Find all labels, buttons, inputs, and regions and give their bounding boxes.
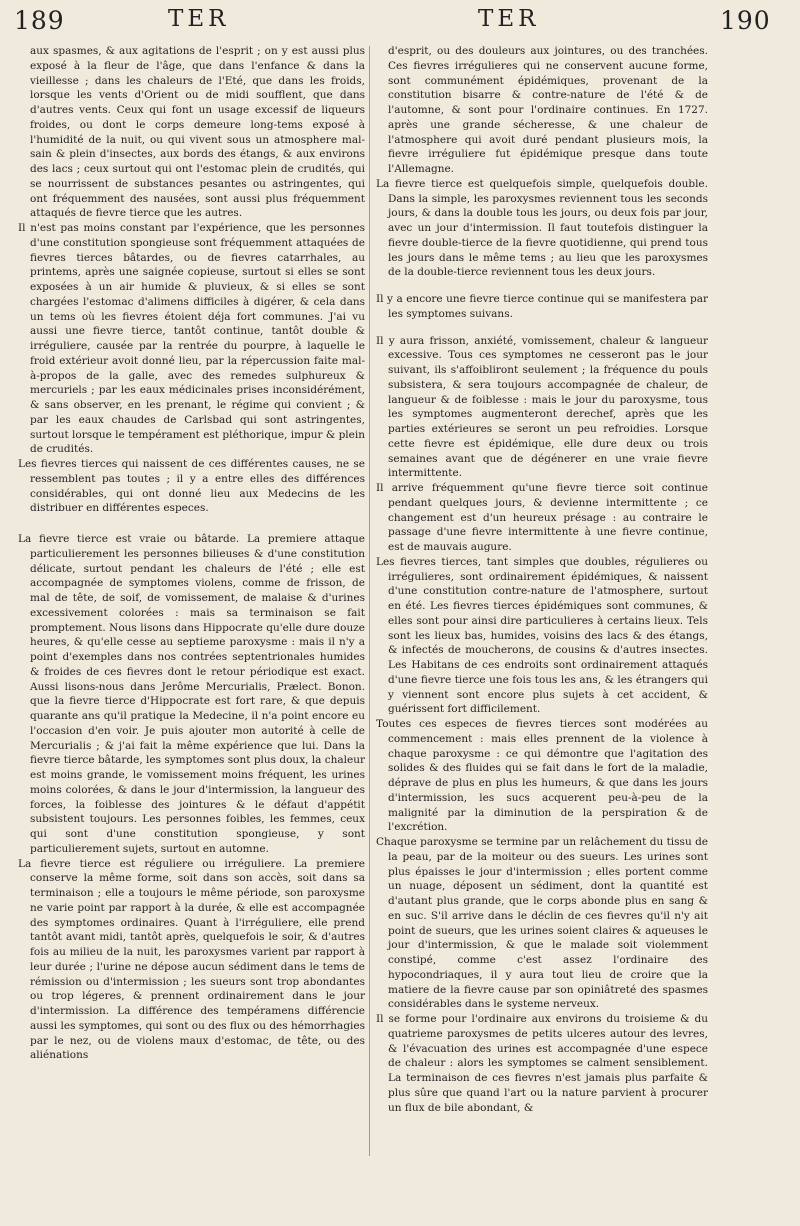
right-column (376, 44, 708, 1216)
paragraph: Les fievres tierces, tant simples que doubles, régulieres ou irrégulieres, sont ordinairement épidémiques, & naissent d'une constitution contre-nature de l'atmosphere, surtout en été. Les fievres tierces épidémiques sont communes, & elles sont pour ainsi dire particulieres à certains lieux. Tels sont les lieux bas, humides, voisins des lacs & des étangs, & infectés de moucherons, de cousins & d'autres insectes. Les Habitans de ces endroits sont ordinairement attaqués d'une fievre tierce une fois tous les ans, & les étrangers qui y viennent sont encore plus sujets à cet accident, & guérissent fort difficilement. (376, 555, 708, 716)
paragraph: Toutes ces especes de fievres tierces sont modérées au commencement : mais elles prennent de la violence à chaque paroxysme : ce qui démontre que l'agitation des solides & des fluides qui se fait dans le fort de la maladie, déprave de plus en plus les humeurs, & que dans les jours d'intermission, les sucs acquerent peu-à-peu de la malignité par la diminution de la perspiration & de l'excrétion. (376, 718, 708, 834)
paragraph: La fievre tierce est réguliere ou irréguliere. La premiere conserve la même forme, soit dans son accès, soit dans sa terminaison ; elle a toujours le même période, son paroxysme ne varie point par rapport à la durée, & elle est accompagnée des symptomes ordinaires. Quant à l'irréguliere, elle prend tantôt avant midi, tantôt après, quelquefois le soir, & d'autres fois au milieu de la nuit, les paroxysmes varient par rapport à leur durée ; l'urine ne dépose aucun sédiment dans le tems de rémission ou d'intermission ; les sueurs sont trop abondantes ou trop légeres, & prennent ordinairement dans le jour d'intermission. La différence des tempéramens différencie aussi les symptomes, qui sont ou des flux ou des hémorrhagies par le nez, ou de violens maux d'estomac, de tête, ou des aliénations (18, 857, 365, 1062)
paragraph: Il y aura frisson, anxiété, vomissement, chaleur & langueur excessive. Tous ces symptomes ne cesseront pas le jour suivant, ils s'affoibliront seulement ; la fréquence du pouls subsistera, & sera toujours accompagnée de chaleur, de langueur & de foiblesse : mais le jour du paroxysme, tous les symptomes augmenteront derechef, après que les parties extérieures se seront un peu refroidies. Lorsque cette fievre est épidémique, elle dure deux ou trois semaines avant que de dégénerer en une vraie fievre intermittente. (376, 334, 708, 480)
running-head-right: TER (478, 6, 540, 32)
page-number-right: 190 (720, 6, 771, 35)
paragraph: Il y a encore une fievre tierce continue qui se manifestera par les symptomes suivans. (376, 293, 708, 320)
running-header (0, 6, 800, 40)
paragraph: Il n'est pas moins constant par l'expérience, que les personnes d'une constitution spongieuse sont fréquemment attaquées de fievres tierces bâtardes, ou de fievres catarrhales, au printems, après une saignée copieuse, surtout si elles se sont exposées à un air humide & pluvieux, & si elles se sont chargées l'estomac d'alimens difficiles à digérer, & cela dans un tems où les fievres étoient déja fort communes. J'ai vu aussi une fievre tierce, tantôt continue, tantôt double & irréguliere, causée par la rentrée du pourpre, à laquelle le froid extérieur avoit donné lieu, par la répercussion faite mal-à-propos de la galle, avec des remedes sulphureux & mercuriels ; par les eaux médicinales prises inconsidérément, & sans observer, en les prenant, le régime qui convient ; & par les eaux chaudes de Carlsbad qui sont astringentes, surtout lorsque le tempérament est pléthorique, impur & plein de crudités. (18, 222, 365, 456)
left-column (18, 44, 365, 1216)
paragraph: La fievre tierce est quelquefois simple, quelquefois double. Dans la simple, les paroxysmes reviennent tous les seconds jours, & dans la double tous les jours, ou deux fois par jour, avec un jour d'intermission. Il faut toutefois distinguer la fievre double-tierce de la fievre quotidienne, qui prend tous les jours dans le même tems ; au lieu que les paroxysmes de la double-tierce reviennent tous les deux jours. (376, 177, 708, 279)
running-head-left: TER (168, 6, 230, 32)
column-rule (369, 46, 370, 1156)
paragraph: Il se forme pour l'ordinaire aux environs du troisieme & du quatrieme paroxysmes de petits ulceres autour des levres, & l'évacuation des urines est accompagnée d'une espece de chaleur : alors les symptomes se calment sensiblement. La terminaison de ces fievres n'est jamais plus parfaite & plus sûre que quand l'art ou la nature parvient à procurer un flux de bile abondant, & (376, 1013, 708, 1114)
page-number-left: 189 (14, 6, 65, 35)
paragraph: d'esprit, ou des douleurs aux jointures, ou des tranchées. Ces fievres irrégulieres qui ne conservent aucune forme, sont communément épidémiques, provenant de la constitution bisarre & contre-nature de l'été & de l'automne, & sont pour l'ordinaire continues. En 1727. après une grande sécheresse, & une chaleur de l'atmosphere qui avoit duré pendant plusieurs mois, la fievre irréguliere fut épidémique presque dans toute l'Allemagne. (388, 45, 708, 175)
paragraph: aux spasmes, & aux agitations de l'esprit ; on y est aussi plus exposé à la fleur de l'âge, que dans l'enfance & dans la vieillesse ; dans les chaleurs de l'Eté, que dans les froids, lorsque les vents d'Orient ou de midi soufflent, que dans d'autres vents. Ceux qui font un usage excessif de liqueurs froides, ou dont le corps demeure long-tems exposé à l'humidité de la nuit, ou qui vivent sous un atmosphere mal-sain & plein d'insectes, aux bords des étangs, & aux environs des lacs ; ceux surtout qui ont l'estomac plein de crudités, qui se nourrissent de substances pesantes ou astringentes, qui ont fréquemment des nausées, sont aussi plus fréquemment attaqués de fievre tierce que les autres. (30, 45, 365, 220)
paragraph: Il arrive fréquemment qu'une fievre tierce soit continue pendant quelques jours, & devienne intermittente ; ce changement est d'un heureux présage : au contraire le passage d'une fievre intermittente à une fievre continue, est de mauvais augure. (376, 482, 708, 553)
paragraph: Les fievres tierces qui naissent de ces différentes causes, ne se ressemblent pas toutes ; il y a entre elles des différences considérables, qui ont donné lieu aux Medecins de les distribuer en différentes especes. (18, 458, 365, 515)
paragraph: Chaque paroxysme se termine par un relâchement du tissu de la peau, par de la moiteur ou des sueurs. Les urines sont plus épaisses le jour d'intermission ; elles portent comme un nuage, déposent un sédiment, dont la quantité est d'autant plus grande, que le corps abonde plus en sang & en suc. S'il arrive dans le déclin de ces fievres qu'il n'y ait point de sueurs, que les urines soient claires & aqueuses le jour d'intermission, & que le malade soit violemment constipé, comme c'est assez l'ordinaire des hypocondriaques, il y aura tout lieu de croire que la matiere de la fievre cause par son opiniâtreté des spasmes considérables dans le systeme nerveux. (376, 836, 708, 1011)
paragraph: La fievre tierce est vraie ou bâtarde. La premiere attaque particulierement les personnes bilieuses & d'une constitution délicate, surtout pendant les chaleurs de l'été ; elle est accompagnée de symptomes violens, comme de frisson, de mal de tête, de soif, de vomissement, de malaise & d'urines excessivement colorées : mais sa terminaison se fait promptement. Nous lisons dans Hippocrate qu'elle dure douze heures, & qu'elle cesse au septieme paroxysme : mais il n'y a point d'exemples dans nos contrées septentrionales humides & froides de ces fievres dont le retour périodique est exact. Aussi lisons-nous dans Jerôme Mercurialis, Prælect. Bonon. que la fievre tierce d'Hippocrate est fort rare, & que depuis quarante ans qu'il pratique la Medecine, il n'a point encore eu l'occasion d'en voir. Je puis ajouter mon autorité à celle de Mercurialis ; & j'ai fait la même expérience que lui. Dans la fievre tierce bâtarde, les symptomes sont plus doux, la chaleur est moins grande, le vomissement moins fréquent, les urines moins colorées, & dans le jour d'intermission, la langueur des forces, la foiblesse des jointures & le défaut d'appétit subsistent toujours. Les personnes foibles, les femmes, ceux qui sont d'une constitution spongieuse, y sont particulierement sujets, surtout en automne. (18, 533, 365, 855)
